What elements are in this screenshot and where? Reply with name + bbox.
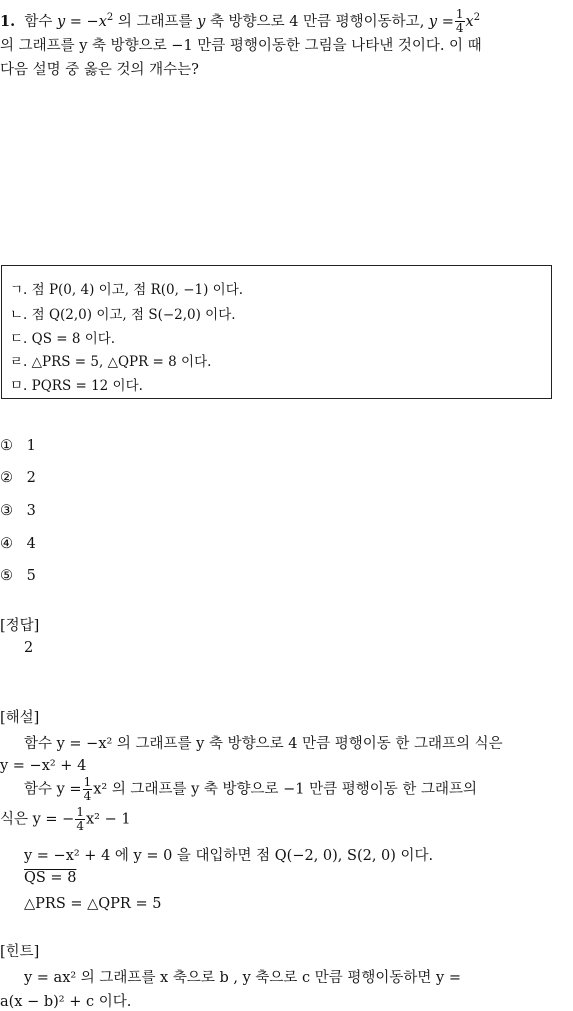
choice-1[interactable] xyxy=(0,438,36,454)
answer-value: 2 xyxy=(24,640,34,656)
explanation-line-6 xyxy=(24,870,76,886)
question-line-2: 의 그래프를 y 축 방향으로 −1 만큼 평행이동한 그림을 나타낸 것이다. 이 때 xyxy=(0,38,482,54)
choice-5[interactable] xyxy=(0,568,36,584)
explanation-line-5: y = −x² + 4 에 y = 0 을 대입하면 점 Q(−2, 0), S(2, 0) 이다. xyxy=(24,848,434,864)
choice-label-1: 1 xyxy=(26,438,36,454)
explanation-line-3 xyxy=(24,776,477,803)
fraction: $\frac{1}{4}$ xyxy=(76,805,84,833)
equation: y = −x xyxy=(56,13,107,30)
choice-label-3: 3 xyxy=(26,503,36,519)
question-text: 의 그래프를 xyxy=(117,13,193,30)
explanation-line-2: y = −x² + 4 xyxy=(0,758,87,774)
choice-mark-3: ③ xyxy=(0,503,13,519)
hint-line-1: y = ax² 의 그래프를 x 축으로 b , y 축으로 c 만큼 평행이동하면 y = xyxy=(24,970,461,986)
equation: x xyxy=(465,13,474,30)
explanation-heading: [해설] xyxy=(0,710,40,726)
hint-line-2: a(x − b)² + c 이다. xyxy=(0,994,132,1010)
choice-label-5: 5 xyxy=(26,568,36,584)
question-text: 함수 xyxy=(24,13,53,30)
choice-mark-1: ① xyxy=(0,438,13,454)
choice-mark-5: ⑤ xyxy=(0,568,13,584)
explanation-line-1: 함수 y = −x² 의 그래프를 y 축 방향으로 4 만큼 평행이동 한 그래프의 식은 xyxy=(24,736,503,752)
statement-4: ㄹ. △PRS = 5, △QPR = 8 이다. xyxy=(10,354,212,370)
fraction: $\frac{1}{4}$ xyxy=(83,775,92,803)
choice-mark-4: ④ xyxy=(0,536,13,552)
statement-2: ㄴ. 점 Q(2,0) 이고, 점 S(−2,0) 이다. xyxy=(10,307,236,323)
explanation-text: 식은 y = − xyxy=(0,811,75,828)
question-number: 1. xyxy=(0,12,16,30)
statement-box xyxy=(1,265,552,399)
equation: y = xyxy=(428,13,454,30)
choice-3[interactable] xyxy=(0,503,36,519)
choice-2[interactable] xyxy=(0,470,36,486)
explanation-line-7: △PRS = △QPR = 5 xyxy=(24,896,162,912)
choice-label-2: 2 xyxy=(26,470,36,486)
statement-1: ㄱ. 점 P(0, 4) 이고, 점 R(0, −1) 이다. xyxy=(10,282,244,298)
statement-3-text: ㄷ. QS = 8 이다. xyxy=(10,331,116,347)
variable: y xyxy=(197,13,206,30)
explanation-text: QS = 8 xyxy=(24,870,77,886)
explanation-line-4 xyxy=(0,806,131,833)
question-line-3: 다음 설명 중 옳은 것의 개수는? xyxy=(0,62,199,78)
hint-heading: [힌트] xyxy=(0,944,40,960)
question-text: 축 방향으로 4 만큼 평행이동하고, xyxy=(209,13,425,30)
choice-label-4: 4 xyxy=(26,536,36,552)
statement-5: ㅁ. PQRS = 12 이다. xyxy=(10,378,143,394)
choice-4[interactable] xyxy=(0,536,36,552)
explanation-text: x² 의 그래프를 y 축 방향으로 −1 만큼 평행이동 한 그래프의 xyxy=(93,781,478,798)
statement-3 xyxy=(10,327,115,347)
explanation-text: 함수 y = xyxy=(24,781,82,798)
fraction: $\frac{1}{4}$ xyxy=(455,7,464,36)
explanation-text: x² − 1 xyxy=(85,811,131,828)
answer-heading: [정답] xyxy=(0,618,40,634)
choice-mark-2: ② xyxy=(0,470,13,486)
question-line-1: 1. 함수 $y = -x^2$ 의 그래프를 y 축 방향으로 4 만큼 평행이동하고, y = $\frac{1}{4}$ $x^2$ xyxy=(0,7,481,36)
